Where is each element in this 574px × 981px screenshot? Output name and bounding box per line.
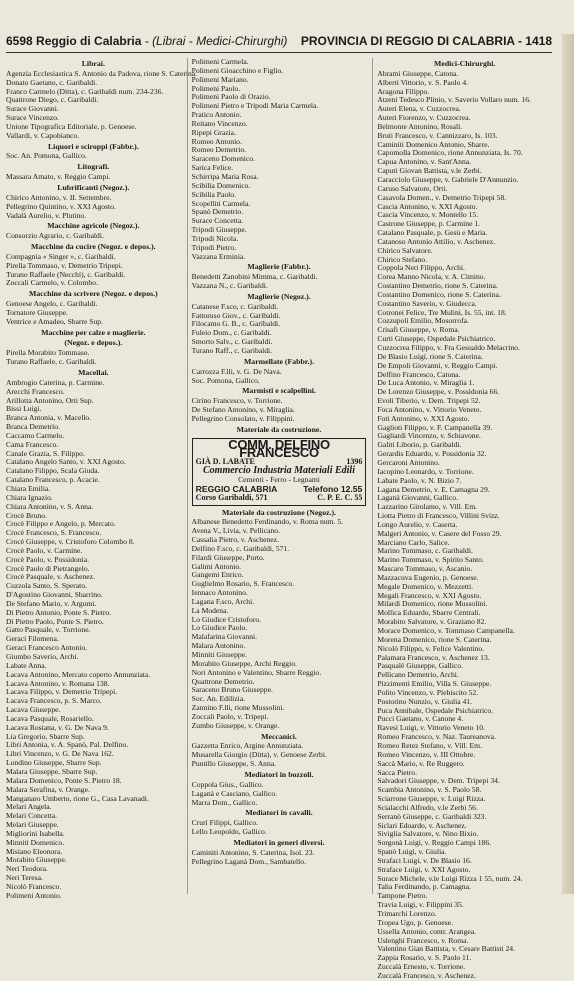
directory-entry: Compagnia « Singer », c. Garibaldi.	[6, 251, 116, 261]
directory-entry: Filocamo G. B., c. Garibaldi.	[191, 319, 281, 329]
page-edge	[562, 34, 574, 894]
directory-entry: Pellegrino Consolato, v. Filippini.	[191, 413, 295, 423]
directory-entry: Geraci Francesco Antonio.	[6, 643, 88, 653]
directory-entry: Lacava Antonino, Mercato coperto Annunziata.	[6, 669, 151, 679]
directory-entry: Massara Amato, v. Reggio Campi.	[6, 172, 111, 182]
directory-entry: Crurì Filippi, Gallico.	[191, 818, 258, 828]
directory-entry: Nori Antonino e Valentino, Sbarre Reggio.	[191, 667, 322, 677]
directory-entry: Zumbo Giuseppe, v. Orange.	[191, 720, 280, 730]
section-heading: Lubrificanti (Negoz.).	[57, 182, 130, 192]
directory-entry: Tornatore Giuseppe.	[6, 307, 68, 317]
directory-entry: Crocè Paolo, v. Possidonia.	[6, 554, 90, 564]
directory-entry: Lagana Demetrio, v. E. Camagna 29.	[377, 484, 490, 494]
directory-entry: Vallardi, v. Capobianco.	[6, 130, 80, 140]
directory-entry: Talia Ferdinando, p. Camagna.	[377, 882, 471, 892]
directory-entry: Avena V., Livia, v. Pellicano.	[191, 526, 280, 536]
section-heading: Macchine agricole (Negoz.).	[47, 221, 140, 231]
directory-entry: Fuleio Dom., c. Garibaldi.	[191, 328, 272, 338]
directory-entry: Nicolò Francesco.	[6, 881, 62, 891]
directory-entry: Milardi Domenico, rione Mussolini.	[377, 599, 488, 609]
directory-entry: Zoccali Paolo, v. Tripepi.	[191, 711, 269, 721]
directory-entry: Unione Tipografica Editoriale, p. Genoese.	[6, 121, 137, 131]
directory-entry: Evoli Tiberio, v. Dem. Tripepi 52.	[377, 396, 481, 406]
directory-entry: Strafaci Luigi, v. De Blasio 16.	[377, 855, 472, 865]
directory-entry: Di Pietro Paolo, Ponte S. Pietro.	[6, 616, 104, 626]
directory-entry: Romeo Retez Stefano, v. Vill. Em.	[377, 740, 482, 750]
directory-entry: Mascaro Tommaso, v. Ascanio.	[377, 564, 473, 574]
column-2	[187, 58, 367, 894]
directory-entry: Belmonte Antonino, Rosalì.	[377, 121, 463, 131]
directory-entry: La Modena.	[191, 605, 229, 615]
directory-entry: D'Agostino Giovanni, Sbarrino.	[6, 590, 103, 600]
directory-entry: Malara Serafina, v. Orange.	[6, 784, 90, 794]
directory-entry: Salvadori Giuseppe, v. Dem. Tripepi 34.	[377, 776, 500, 786]
directory-entry: De Stefano Mario, v. Argumi.	[6, 598, 97, 608]
directory-entry: Lo Giudice Paolo.	[191, 623, 248, 633]
directory-entry: Trimarchi Lorenzo.	[377, 909, 437, 918]
directory-entry: Turano Raff., c. Garibaldi.	[191, 346, 273, 355]
directory-entry: Saraceno Bruno Giuseppe.	[191, 685, 273, 695]
page-header	[6, 34, 552, 53]
directory-entry: Turano Raffaele (Necchi), c. Garibaldi.	[6, 269, 126, 279]
directory-entry: Ventrice e Amadeo, Sbarre Sup.	[6, 316, 104, 326]
directory-entry: Auteri Fiorenzo, v. Cuzzocrea.	[377, 113, 471, 123]
directory-entry: Gerardis Eduardo, v. Possidonia 32.	[377, 449, 487, 459]
directory-entry: Scibilia Paolo.	[191, 189, 236, 199]
section-heading: Mediatori in bozzoli.	[244, 769, 314, 779]
directory-entry: Puntillo Giuseppe, S. Anna.	[191, 759, 277, 769]
directory-entry: Castrone Giuseppe, p. Carmine 1.	[377, 219, 481, 229]
directory-entry: Arecchi Francesco.	[6, 386, 65, 396]
directory-entry: Soc. An. Edilizia.	[191, 694, 246, 704]
directory-entry: Cirino Francesco, v. Torrione.	[191, 396, 283, 406]
directory-entry: Bruti Francesco, v. Cannizzaro, Is. 103.	[377, 130, 498, 140]
directory-entry: Carrozza F.lli, v. G. De Nava.	[191, 366, 282, 376]
directory-entry: Mollica Eduardo, Sbarre Centrali.	[377, 608, 481, 618]
directory-entry: Libri Vincenzo, v. G. De Nava 162.	[6, 749, 114, 759]
directory-entry: Cama Francesco.	[6, 439, 59, 449]
column-3	[372, 58, 552, 980]
directory-entry: Pucci Gaetano, v. Canone 4.	[377, 714, 464, 724]
directory-entry: Romeo Demetrio.	[191, 145, 247, 155]
directory-entry: Scopelliti Carmela.	[191, 198, 251, 208]
directory-entry: Donato Gaetano, c. Garibaldi.	[6, 77, 98, 87]
directory-entry: Serranò Giuseppe, c. Garibaldi 323.	[377, 811, 487, 821]
directory-entry: Lo Giudice Cristoforo.	[191, 614, 262, 624]
directory-entry: Malara Giuseppe, Sbarre Sup.	[6, 766, 98, 776]
directory-entry: Bissi Luigi.	[6, 404, 42, 414]
directory-entry: Lazzarino Girolamo, v. Vill. Em.	[377, 502, 478, 512]
directory-entry: Franco Carmelo (Ditta), c. Garibaldi num. 234-236.	[6, 86, 164, 96]
section-heading: Marmellate (Fabbr.).	[243, 356, 315, 366]
directory-entry: Cuzzola Santo, S. Sperato.	[6, 581, 87, 591]
section-heading: Mediatori in cavalli.	[245, 808, 313, 818]
directory-entry: Tripodi Nicola.	[191, 233, 239, 243]
directory-entry: Pirella Morabito Tommaso.	[6, 348, 90, 358]
directory-entry: Arillotta Antonino, Orti Sup.	[6, 395, 94, 405]
directory-entry: Libri Antonia, v. A. Spanò, Pal. Delfino.	[6, 740, 129, 750]
ad-company-name: COMM. DELFINO FRANCESCO	[228, 436, 330, 461]
directory-entry: Labate Paolo, v. N. Bizio 7.	[377, 475, 462, 485]
directory-entry: Zoccali Carmelo, v. Colombo.	[6, 278, 98, 288]
directory-entry: Giumbo Saverio, Archi.	[6, 652, 79, 661]
directory-entry: Straface Luigi, v. XXI Agosto.	[377, 864, 471, 874]
directory-entry: Crocè Pasquale, v. Aschenez.	[6, 572, 95, 582]
directory-entry: Marciano Carlo, Salice.	[377, 537, 450, 547]
directory-entry: Crocè Francesco, S. Francesco.	[6, 528, 102, 538]
directory-entry: Catalano Pasquale, p. Gesù e Maria.	[377, 228, 488, 238]
directory-entry: Schirripa Maria Rosa.	[191, 171, 259, 181]
directory-entry: Malgeri Antonio, v. Casere del Fosso 29.	[377, 528, 502, 538]
directory-entry: Lacava Filippo, v. Demetrio Tripepi.	[6, 687, 118, 697]
directory-entry: Cascia Vincenzo, v. Montello 15.	[377, 210, 479, 220]
directory-entry: Lello Leopoldo, Gallico.	[191, 827, 267, 837]
directory-entry: Costantino Demetrio, rione S. Caterina.	[377, 281, 498, 291]
directory-entry: Megale Domenico, v. Mezzetti.	[377, 581, 474, 591]
directory-entry: De Empoli Giovanni, v. Reggio Campi.	[377, 360, 498, 370]
directory-entry: Crocè Paolo, v. Carmine.	[6, 545, 83, 555]
column-1	[6, 58, 198, 900]
directory-entry: Ripepi Grazia.	[191, 127, 236, 137]
section-heading: Macellai.	[78, 368, 109, 377]
directory-entry: Turano Raffaele, c. Garibaldi.	[6, 357, 97, 367]
directory-entry: Crocè Bruno.	[6, 510, 47, 520]
directory-entry: Guglielmo Rosario, S. Francesco.	[191, 579, 295, 589]
directory-entry: Siclari Edoardo, v. Aschenez.	[377, 820, 467, 830]
directory-entry: Lacava Francesco, p. S. Marco.	[6, 696, 102, 706]
directory-entry: Cassalia Pietro, v. Aschenez.	[191, 535, 279, 545]
directory-entry: Vazzana N., c. Garibaldi.	[191, 281, 268, 291]
directory-entry: Gangemi Enrico.	[191, 570, 244, 580]
directory-entry: Siviglia Salvatore, v. Nino Bixio.	[377, 829, 479, 839]
directory-entry: Melari Giuseppe.	[6, 820, 59, 830]
directory-entry: Caminiti Antonino, S. Caterina, Isol. 23.	[191, 847, 315, 857]
directory-entry: Saccà Mario, v. Re Ruggero.	[377, 758, 465, 768]
directory-entry: Valentino Gian Battista, v. Cesare Battisti 24.	[377, 944, 515, 954]
directory-entry: Polimeni Carmela.	[191, 57, 249, 66]
directory-entry: Pizzimenti Emilio, Villa S. Giuseppe.	[377, 679, 492, 689]
directory-entry: Surace Concetta.	[191, 216, 244, 226]
directory-entry: Marino Tommaso, v. Spirito Santo.	[377, 555, 484, 565]
directory-entry: Zuccalà Ernesto, v. Torrione.	[377, 962, 466, 972]
directory-entry: Vazzana Erminia.	[191, 251, 246, 261]
section-heading: (Negoz. e depos.).	[64, 338, 123, 348]
directory-entry: Postorino Nunzio, v. Giulia 41.	[377, 696, 472, 706]
directory-entry: Surace Giovanni.	[6, 104, 59, 114]
ad-cpec: C. P. E. C. 55	[317, 492, 363, 502]
directory-entry: Gazzetta Enrico, Argine Annunziata.	[191, 741, 304, 751]
directory-entry: Catalano Angelo Santo, v. XXI Agosto.	[6, 457, 126, 467]
directory-entry: Sciarrone Giuseppe, v. Luigi Rizza.	[377, 794, 486, 804]
directory-entry: Catalano Francesco, p. Acacie.	[6, 475, 100, 485]
section-heading: Librai.	[81, 59, 105, 68]
directory-entry: Neri Teresa.	[6, 873, 43, 883]
directory-entry: De Luca Antonio, v. Miraglia 1.	[377, 378, 475, 388]
directory-entry: Catalano Filippo, Scala Giuda.	[6, 466, 100, 476]
directory-entry: Polimeni Paolo di Orazio.	[191, 92, 271, 102]
directory-entry: Lacava Rosiana, v. G. De Nava 9.	[6, 722, 109, 732]
directory-entry: Pratico Antonio.	[191, 110, 242, 120]
directory-entry: Chirico Salvatore.	[377, 245, 433, 255]
directory-entry: Caminiti Domenico Antonio, Sbarre.	[377, 139, 490, 149]
directory-entry: Gaglioti Filippo, v. F. Campanella 39.	[377, 422, 493, 432]
directory-entry: Cotronei Felice, Tre Mulini, Is. 55, int. 18.	[377, 307, 507, 317]
directory-entry: Ussella Antonio, contr. Arangea.	[377, 926, 477, 936]
directory-entry: Crisafi Giuseppe, v. Roma.	[377, 325, 460, 335]
directory-entry: Polimeni Gioacchino e Figlio.	[191, 65, 284, 75]
directory-entry: Pellegrino Laganà Dom., Sambatello.	[191, 856, 306, 866]
section-heading: Meccanici.	[261, 731, 297, 741]
directory-entry: Foca Antonino, v. Vittorio Veneto.	[377, 404, 482, 414]
directory-entry: Pellegrino Quintino, v. XXI Agosto.	[6, 201, 116, 211]
directory-entry: Malara Domenico, Ponte S. Pietro 18.	[6, 775, 122, 785]
directory-entry: Lacava Pasquale, Rosariello.	[6, 713, 94, 723]
directory-entry: Catanese F.sco, c. Garibaldi.	[191, 301, 279, 311]
section-heading: Macchine da scrivere (Negoz. e depos.)	[28, 289, 158, 299]
directory-entry: Zuccalà Francesco, v. Aschenez.	[377, 970, 476, 980]
directory-entry: Catanoso Antonio Attilio, v. Aschenez.	[377, 236, 496, 246]
directory-entry: Crocè Filippo e Angelo, p. Mercato.	[6, 519, 116, 529]
directory-entry: Melari Concetta.	[6, 811, 58, 821]
directory-entry: Caruso Salvatore, Orti.	[377, 183, 448, 193]
section-heading: Mediatori in generi diversi.	[233, 837, 325, 847]
directory-entry: Pellicano Demetrio, Archi.	[377, 670, 459, 680]
directory-entry: Foti Antonino, v. XXI Agosto.	[377, 413, 470, 423]
directory-entry: Malara Antonino.	[191, 641, 246, 651]
directory-entry: Costantino Saverio, v. Giudecca.	[377, 298, 477, 308]
directory-entry: Polimeni Paolo.	[191, 83, 241, 93]
directory-entry: Labate Anna.	[6, 660, 47, 670]
directory-entry: Scialacchi Alfredo, v.le Zerbi 56.	[377, 802, 478, 812]
directory-entry: Neri Teodora.	[6, 864, 48, 874]
directory-entry: Corea Manno Nicola, v. A. Cimino.	[377, 272, 486, 282]
directory-columns	[6, 57, 552, 980]
directory-entry: Spanò Luigi, v. Giulia.	[377, 847, 447, 857]
directory-entry: Abrami Giuseppe, Catona.	[377, 68, 459, 78]
directory-entry: Palamara Francesco, v. Aschenez 13.	[377, 652, 490, 662]
directory-entry: Capua Antonino, v. Sant'Anna.	[377, 157, 472, 167]
directory-entry: Coppola Gius., Gallico.	[191, 779, 264, 789]
directory-entry: Auteri Elena, v. Cuzzocrea.	[377, 104, 461, 114]
directory-entry: Longo Aurelio, v. Caserta.	[377, 519, 458, 529]
directory-entry: Iennaco Antonino.	[191, 588, 248, 598]
directory-entry: Coppola Neri Filippo, Archi.	[377, 263, 465, 273]
directory-entry: Gercaroni Antonino.	[377, 457, 440, 467]
directory-entry: Morace Domenico, v. Tommaso Campanella.	[377, 626, 515, 635]
directory-entry: Filardi Giuseppe, Porto.	[191, 552, 265, 562]
directory-entry: Capomolla Domenico, rione Annunziata, Is. 70.	[377, 148, 523, 158]
directory-entry: Morena Domenico, rione S. Caterina.	[377, 634, 492, 644]
ad-business-line: Commercio Industria Materiali Edili	[203, 465, 355, 477]
directory-entry: Polimeni Pietro e Tripodi Maria Carmela.	[191, 101, 319, 111]
directory-entry: Vadalà Aurelio, v. Plutino.	[6, 210, 87, 220]
directory-entry: Romeo Vincenzo, v. III Ottobre.	[377, 749, 476, 759]
directory-entry: Caputi Giovan Battista, v.le Zerbi.	[377, 166, 482, 176]
directory-entry: Branca Antonia, v. Macello.	[6, 413, 92, 423]
directory-entry: Scambia Antonino, v. S. Paolo 58.	[377, 785, 482, 795]
directory-entry: De Blasio Luigi, rione S. Caterina.	[377, 351, 483, 361]
section-heading: Medici-Chirurghi.	[434, 59, 496, 68]
directory-entry: Surace Michele, v.le Luigi Rizza 1 55, num. 24.	[377, 873, 523, 883]
directory-entry: Morabito Giuseppe.	[6, 855, 67, 865]
directory-entry: Caccamo Carmelo.	[6, 430, 65, 440]
directory-entry: Curti Giuseppe, Ospedale Psichiatrico.	[377, 334, 496, 344]
directory-entry: Romeo Antonio.	[191, 136, 242, 146]
directory-entry: Puca Annibale, Ospedale Psichiatrico.	[377, 705, 494, 715]
directory-entry: Atzeni Tedesco Plinio, v. Saverio Vollaro num. 16.	[377, 95, 531, 105]
directory-entry: Agenzia Ecclesiastica S. Antonio da Padova, rione S. Caterina.	[6, 68, 198, 78]
directory-entry: Polimeni Mariano.	[191, 74, 249, 84]
directory-entry: Genoese Angelo, c. Garibaldi.	[6, 299, 98, 309]
directory-entry: Scibilia Domenico.	[191, 180, 251, 190]
directory-entry: Chirico Antonino, v. II. Settembre.	[6, 192, 112, 202]
directory-entry: Reitano Vincenzo.	[191, 118, 248, 128]
section-heading: Macchine per calze e maglierie.	[41, 327, 146, 337]
directory-entry: Galiti Liborio, p. Garibaldi.	[377, 440, 462, 450]
directory-entry: Lacava Giuseppe.	[6, 705, 61, 715]
ad-address-row	[196, 494, 363, 503]
directory-entry: Aragona Filippo.	[377, 86, 430, 96]
directory-entry: Cuzzocrea Filippo, v. Fra Gesualdo Melacrino.	[377, 343, 520, 352]
directory-entry: Di Pietro Antonio, Ponte S. Pietro.	[6, 607, 112, 617]
directory-entry: De Lorenzo Giuseppe, v. Possidonia 66.	[377, 387, 500, 397]
directory-entry: Lagana F.sco, Archi.	[191, 596, 255, 606]
directory-entry: Ambrogio Caterina, p. Carmine.	[6, 377, 105, 387]
directory-entry: Liotta Pietro di Francesco, Villini Svizz.	[377, 511, 500, 521]
directory-entry: Pirella Tommaso, v. Demetrio Tripepi.	[6, 260, 123, 270]
directory-entry: Chiara Antonino, v. S. Anna.	[6, 501, 94, 511]
directory-entry: Pasqualè Giuseppe, Gallico.	[377, 661, 463, 671]
directory-entry: Cozzupoli Emilio, Mosorrofa.	[377, 316, 469, 326]
section-heading: Marmisti e scalpellini.	[242, 386, 316, 396]
section-heading: Litografi.	[77, 162, 110, 172]
directory-entry: Soc. An. Pomona, Gallico.	[6, 151, 87, 161]
directory-entry: Lia Gregorio, Sbarre Sup.	[6, 731, 85, 741]
directory-entry: De Stefano Antonino, v. Miraglia.	[191, 405, 295, 415]
directory-entry: Sacca Pietro.	[377, 767, 417, 777]
directory-entry: Smorto Salv., c. Garibaldi.	[191, 337, 273, 347]
directory-entry: Tampone Pietro.	[377, 891, 428, 901]
directory-entry: Quattrone Diego, c. Garibaldi.	[6, 95, 99, 105]
directory-entry: Geraci Filomena.	[6, 634, 59, 644]
directory-entry: Consorzio Agrario, c. Garibaldi.	[6, 231, 104, 241]
directory-entry: Casavola Domen., v. Demetrio Tripepi 58.	[377, 192, 507, 202]
directory-entry: Mazzacuva Eugenio, p. Genoese.	[377, 572, 479, 582]
directory-entry: Laganà Giovanni, Gallico.	[377, 493, 458, 503]
header-left-subtitle: - (Librai - Medici-Chirurghi)	[144, 34, 288, 48]
directory-entry: Musarella Giorgio (Ditta), v. Genoese Zerbi.	[191, 750, 327, 760]
ad-goods: Cementi - Ferro - Legnami	[238, 474, 320, 484]
section-heading: Maglierie (Negoz.).	[247, 291, 311, 301]
directory-entry: Morabito Giuseppe, Archi Reggio.	[191, 658, 297, 668]
ad-number: 1396	[346, 457, 363, 467]
directory-entry: Fattoruso Giov., c. Garibaldi.	[191, 310, 281, 320]
section-heading: Liquori e sciroppi (Fabbr.).	[47, 141, 139, 151]
directory-entry: Minniti Giuseppe.	[191, 650, 247, 659]
directory-entry: Crocè Giuseppe, v. Cristoforo Colombo 8.	[6, 537, 135, 547]
directory-entry: Polimeni Antonio.	[6, 890, 62, 900]
directory-entry: Albanese Benedetto Ferdinando, v. Roma num. 5.	[191, 517, 344, 527]
directory-entry: Delfino Francesco, Catona.	[377, 369, 461, 379]
directory-entry: Benedetti Zanobini Mimma, c. Garibaldi.	[191, 272, 318, 282]
directory-entry: Malafarina Giovanni.	[191, 632, 258, 642]
directory-entry: Misiano Eleonora.	[6, 846, 63, 856]
directory-entry: Minniti Domenico.	[6, 837, 65, 847]
directory-entry: Gatto Pasquale, v. Torrione.	[6, 625, 91, 635]
directory-entry: Caracciolo Giuseppe, v. Gabriele D'Annunzio.	[377, 174, 519, 184]
header-left-title: 6598 Reggio di Calabria	[6, 34, 142, 48]
directory-entry: Chirico Stefano.	[377, 254, 428, 264]
directory-entry: Tripodi Pietro.	[191, 242, 237, 252]
directory-entry: Cascia Antonino, v. XXI Agosto.	[377, 201, 478, 211]
directory-entry: Costantino Domenico, rione S. Caterina.	[377, 289, 501, 299]
section-heading: Materiale da costruzione.	[236, 424, 322, 434]
directory-entry: Chiara Ignazio.	[6, 492, 53, 502]
directory-entry: Galimi Antonio.	[191, 561, 242, 571]
header-right: PROVINCIA DI REGGIO DI CALABRIA - 1418	[300, 34, 552, 48]
directory-entry: Migliorini Isabella.	[6, 828, 65, 838]
directory-entry: Sarica Felice.	[191, 163, 233, 173]
directory-entry: Laganà e Casciano, Gallico.	[191, 788, 278, 798]
ad-address: Corso Garibaldi, 571	[195, 492, 268, 502]
ad-former-name: GIÀ D. LABATE	[195, 457, 255, 467]
directory-entry: Crocè Paolo di Pietrangelo.	[6, 563, 90, 573]
directory-entry: Soc. Pomona, Gallico.	[191, 375, 260, 385]
ad-city: REGGIO CALABRIA	[195, 483, 278, 494]
section-heading: Macchine da cucire (Negoz. e depos.).	[31, 242, 156, 252]
directory-entry: Ravesi Luigi, v. Vittorio Veneto 10.	[377, 723, 485, 733]
section-heading: Materiale da costruzione (Negoz.).	[221, 507, 337, 517]
header-left	[6, 34, 287, 48]
directory-entry: Romeo Francesco, v. Naz. Taureanova.	[377, 732, 496, 742]
directory-entry: Surace Vincenzo.	[6, 113, 59, 123]
directory-entry: Gagliardi Vincenzo, v. Schiavone.	[377, 431, 481, 441]
directory-entry: Spanò Demetrio.	[191, 207, 244, 217]
directory-entry: Sorgonà Luigi, v. Reggio Campi 186.	[377, 838, 492, 848]
directory-entry: Nicolò Filippo, v. Felice Valentino.	[377, 643, 485, 653]
directory-entry: Marino Tommaso, c. Garibaldi.	[377, 546, 473, 556]
section-heading: Maglierie (Fabbr.).	[247, 262, 311, 272]
directory-entry: Polito Vincenzo, v. Plebiscito 52.	[377, 687, 479, 697]
directory-entry: Alberti Vittorio, v. S. Paolo 4.	[377, 77, 469, 87]
directory-entry: Zappia Rosario, v. S. Paolo 11.	[377, 953, 472, 963]
directory-entry: Uslenghi Francesco, v. Roma.	[377, 935, 469, 945]
directory-entry: Manganaro Umberto, rione G., Casa Lavanadi.	[6, 793, 149, 803]
directory-entry: Saraceno Domenico.	[191, 154, 255, 164]
directory-entry: Delfino F.sco, c. Garibaldi, 571.	[191, 543, 290, 553]
directory-entry: Tripodi Giuseppe.	[191, 225, 247, 235]
directory-entry: Iacopino Leonardo, v. Torrione.	[377, 466, 474, 476]
directory-entry: Melari Angela.	[6, 802, 52, 812]
directory-entry: Zannino F.lli, rione Mussolini.	[191, 703, 285, 713]
directory-entry: Tropea Ugo, p. Genoese.	[377, 917, 453, 927]
directory-entry: Megali Francesco, v. XXI Agosto.	[377, 590, 482, 600]
directory-entry: Travia Luigi, v. Filippini 35.	[377, 900, 464, 910]
directory-entry: Branca Demetrio.	[6, 422, 60, 432]
directory-entry: Marra Dom., Gallico.	[191, 797, 258, 807]
directory-entry: Chiara Emilia.	[6, 483, 51, 493]
directory-entry: Londino Giuseppe, Sbarre Sup.	[6, 758, 102, 768]
advertisement-box	[192, 438, 367, 506]
directory-entry: Lacava Antonino, v. Romana 138.	[6, 678, 110, 688]
directory-entry: Canale Grazia, S. Filippo.	[6, 448, 85, 458]
directory-entry: Morabito Salvatore, v. Graziano 82.	[377, 617, 487, 627]
directory-entry: Quattrone Demetrio.	[191, 676, 255, 686]
ad-phone: Telefono 12.55	[303, 483, 363, 494]
